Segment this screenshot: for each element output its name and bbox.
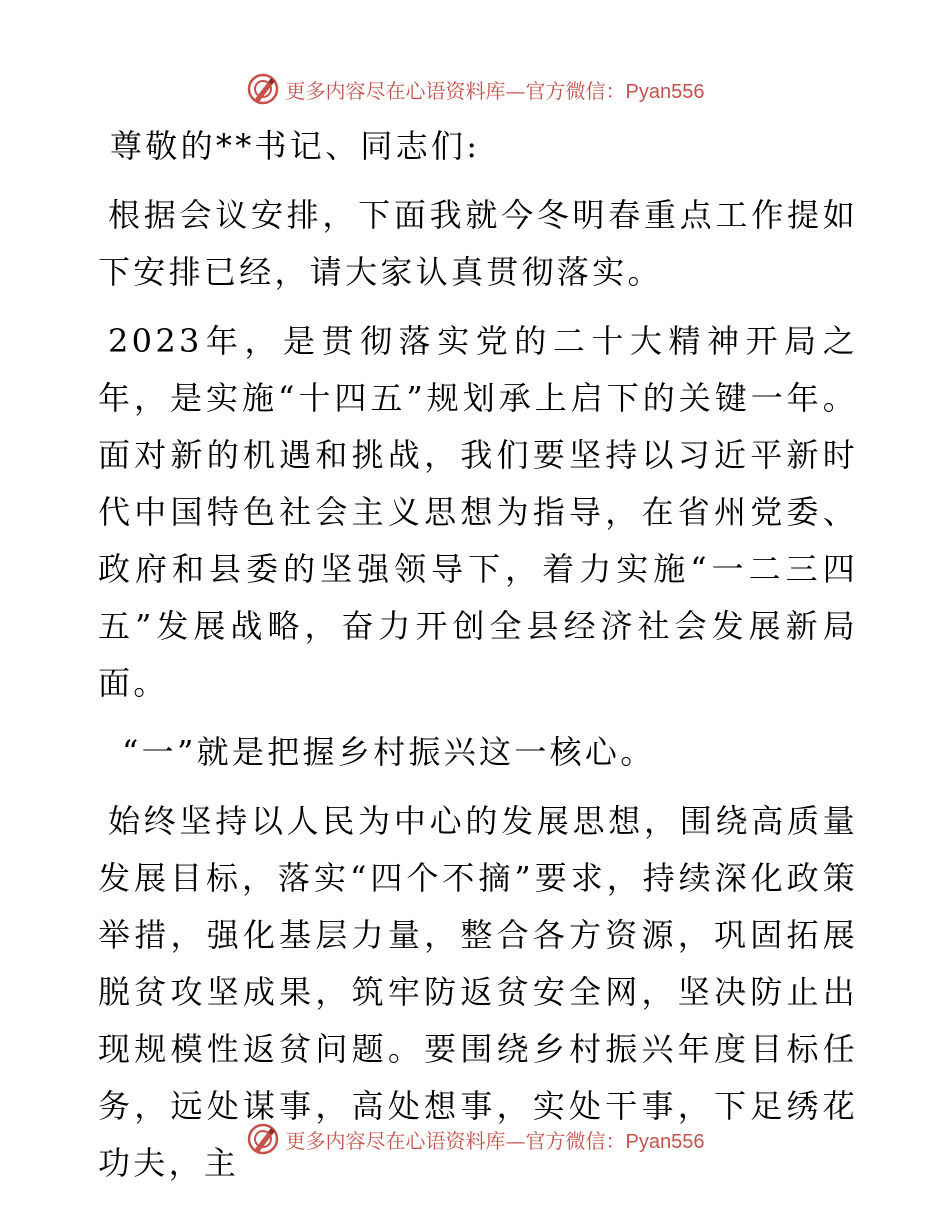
paragraph-2023-context: 2023年，是贯彻落实党的二十大精神开局之年，是实施“十四五”规划承上启下的关键一年。面对新的机遇和挑战，我们要坚持以习近平新时代中国特色社会主义思想为指导，在省州党委、政府和县委的坚强领导下，着力实施“一二三四五”发展战略，奋力开创全县经济社会发展新局面。 — [98, 322, 858, 702]
greeting: 尊敬的**书记、同志们: — [110, 127, 481, 165]
paragraph-intro: 根据会议安排，下面我就今冬明春重点工作提如下安排已经，请大家认真贯彻落实。 — [98, 196, 858, 291]
paragraph-heading-one: “一”就是把握乡村振兴这一核心。 — [122, 733, 656, 771]
pen-logo-icon — [246, 1122, 280, 1156]
paragraph-rural-revitalization: 始终坚持以人民为中心的发展思想，围绕高质量发展目标，落实“四个不摘”要求，持续深化政策举措，强化基层力量，整合各方资源，巩固拓展脱贫攻坚成果，筑牢防返贫安全网，坚决防止出现规模性返贫问题。要围绕乡村振兴年度目标任务，远处谋事，高处想事，实处干事，下足绣花功夫，主 — [98, 802, 858, 1182]
pen-logo-icon — [246, 72, 280, 106]
header-watermark — [0, 72, 950, 106]
footer-watermark — [0, 1122, 950, 1156]
document-body — [98, 118, 858, 1192]
watermark-text: 更多内容尽在心语资料库—官方微信：Pyan556 — [285, 1128, 705, 1153]
watermark-text: 更多内容尽在心语资料库—官方微信：Pyan556 — [285, 78, 705, 103]
